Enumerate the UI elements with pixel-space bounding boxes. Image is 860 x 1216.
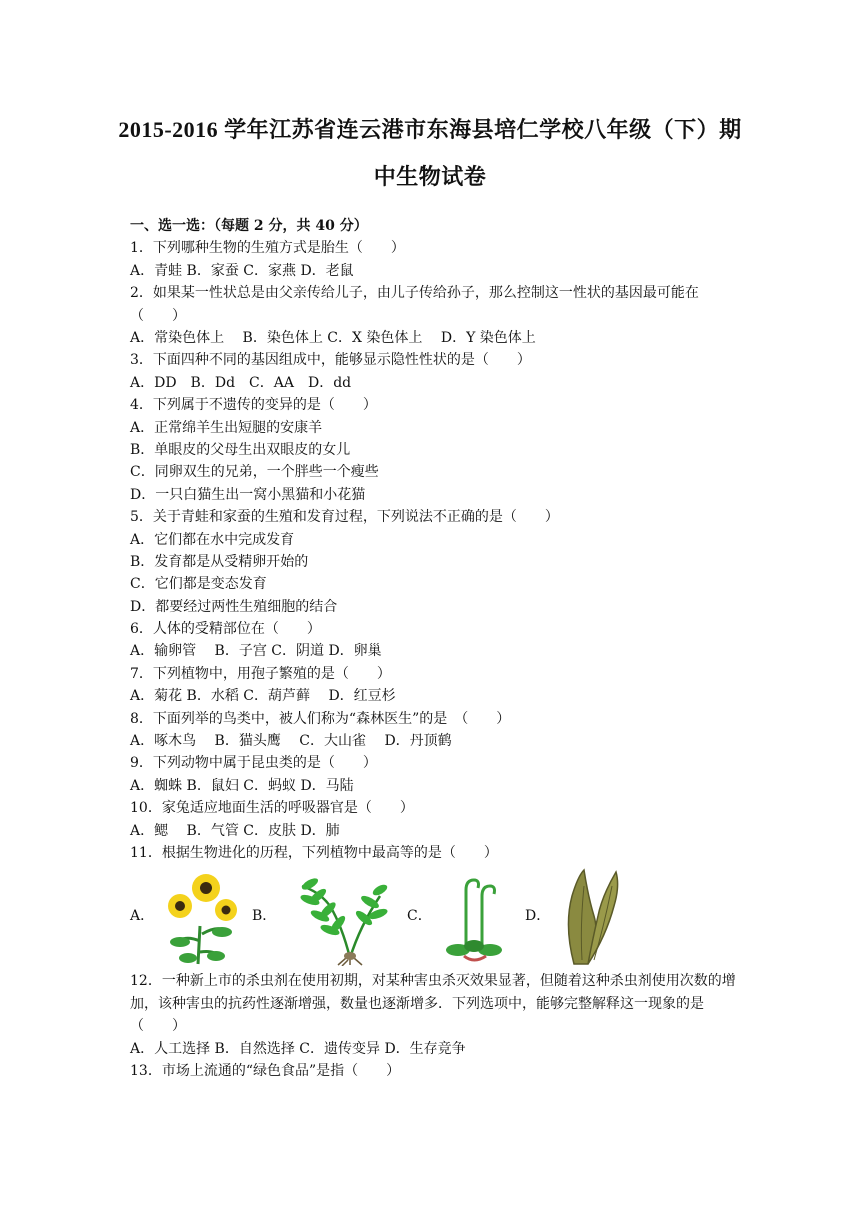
moss-icon (436, 866, 514, 966)
question-8-options: A．啄木鸟 B．猫头鹰 C．大山雀 D．丹顶鹤 (130, 733, 452, 750)
question-3: 3．下面四种不同的基因组成中，能够显示隐性性状的是（ ） (130, 352, 531, 369)
question-4: 4．下列属于不遗传的变异的是（ ） (130, 397, 377, 414)
question-11-option-b (252, 866, 407, 966)
option-label: D． (525, 908, 551, 925)
question-5: 5．关于青蛙和家蚕的生殖和发育过程，下列说法不正确的是（ ） (130, 509, 559, 526)
question-1: 1．下列哪种生物的生殖方式是胎生（ ） (130, 240, 405, 257)
option-label: B． (252, 908, 277, 925)
fern-icon (280, 866, 400, 966)
kelp-icon (554, 866, 626, 966)
question-4-option-a: A．正常绵羊生出短腿的安康羊 (130, 419, 323, 436)
question-12: 12．一种新上市的杀虫剂在使用初期，对某种害虫杀灭效果显著，但随着这种杀虫剂使用次数的增加，该种害虫的抗药性逐渐增强，数量也逐渐增多．下列选项中，能够完整解释这一现象的是（ ） (130, 973, 736, 1035)
exam-body (130, 215, 740, 1082)
option-label: A． (130, 908, 155, 925)
question-6: 6．人体的受精部位在（ ） (130, 621, 321, 638)
question-4-option-c: C．同卵双生的兄弟，一个胖些一个瘦些 (130, 464, 379, 481)
question-4-option-b: B．单眼皮的父母生出双眼皮的女儿 (130, 441, 351, 458)
question-8: 8．下面列举的鸟类中，被人们称为“森林医生”的是 （ ） (130, 710, 511, 727)
question-9-options: A．蜘蛛 B．鼠妇 C．蚂蚁 D．马陆 (130, 777, 354, 794)
section-heading: 一、选一选：（每题 2 分，共 40 分） (130, 218, 368, 234)
question-1-options: A．青蛙 B．家蚕 C．家燕 D．老鼠 (130, 262, 354, 279)
exam-title-line2: 中生物试卷 (373, 164, 487, 189)
question-13: 13．市场上流通的“绿色食品”是指（ ） (130, 1062, 401, 1079)
question-10: 10．家兔适应地面生活的呼吸器官是（ ） (130, 800, 414, 817)
question-11-option-a (130, 866, 252, 966)
option-label: C． (407, 908, 432, 925)
question-6-options: A．输卵管 B．子宫 C．阴道 D．卵巢 (130, 643, 382, 660)
question-5-option-b: B．发育都是从受精卵开始的 (130, 553, 309, 570)
question-12-options: A．人工选择 B．自然选择 C．遗传变异 D．生存竞争 (130, 1040, 466, 1057)
question-5-option-a: A．它们都在水中完成发育 (130, 531, 295, 548)
question-7-options: A．菊花 B．水稻 C．葫芦藓 D．红豆杉 (130, 688, 396, 705)
question-11-image-options (130, 866, 740, 966)
question-11-option-d (525, 866, 635, 966)
question-3-options: A．DD B．Dd C．AA D．dd (130, 374, 352, 391)
question-5-option-c: C．它们都是变态发育 (130, 576, 267, 593)
question-2: 2．如果某一性状总是由父亲传给儿子，由儿子传给孙子，那么控制这一性状的基因最可能在（ ） (130, 285, 699, 324)
question-5-option-d: D．都要经过两性生殖细胞的结合 (130, 598, 338, 615)
question-2-options: A．常染色体上 B．染色体上 C．X 染色体上 D．Y 染色体上 (130, 329, 536, 346)
question-7: 7．下列植物中，用孢子繁殖的是（ ） (130, 665, 391, 682)
sunflower-icon (158, 866, 246, 966)
question-10-options: A．鳃 B．气管 C．皮肤 D．肺 (130, 822, 340, 839)
exam-title-line1: 2015-2016 学年江苏省连云港市东海县培仁学校八年级（下）期 (118, 117, 742, 142)
question-11: 11．根据生物进化的历程，下列植物中最高等的是（ ） (130, 844, 498, 861)
question-11-option-c (407, 866, 525, 966)
question-4-option-d: D．一只白猫生出一窝小黑猫和小花猫 (130, 486, 366, 503)
question-9: 9．下列动物中属于昆虫类的是（ ） (130, 755, 377, 772)
